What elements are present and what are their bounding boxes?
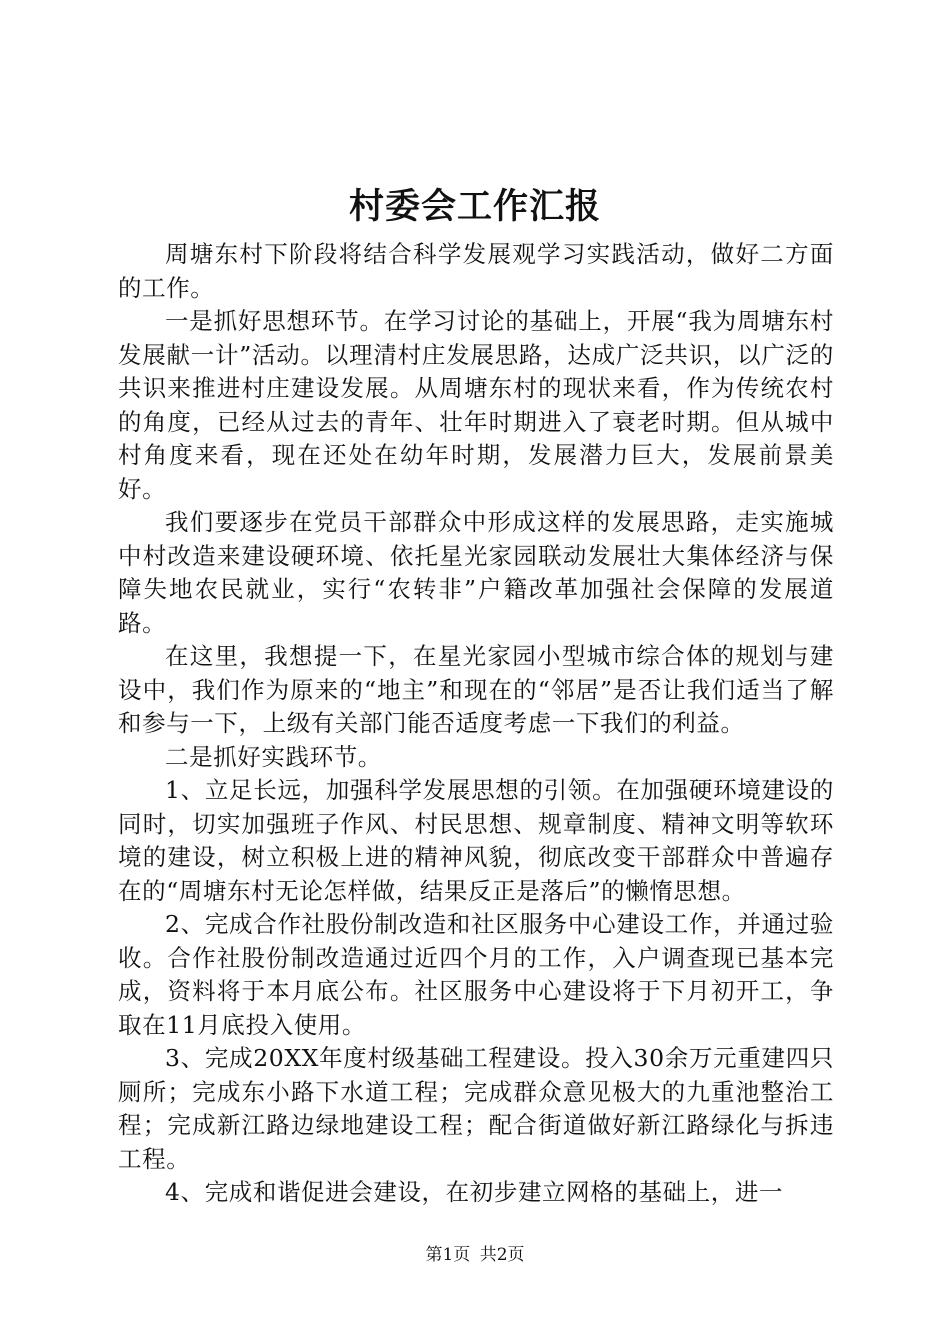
paragraph-item-3: 3、完成20XX年度村级基础工程建设。投入30余万元重建四只厕所；完成东小路下水道工程；完成群众意见极大的九重池整治工程；完成新江路边绿地建设工程；配合街道做好新江路绿化与拆违工程。 [118, 1044, 834, 1173]
page-total: 共2页 [479, 1245, 525, 1265]
paragraph-thought-step: 一是抓好思想环节。在学习讨论的基础上，开展“我为周塘东村发展献一计”活动。以理清村庄发展思路，达成广泛共识，以广泛的共识来推进村庄建设发展。从周塘东村的现状来看，作为传统农村的角度，已经从过去的青年、壮年时期进入了衰老时期。但从城中村角度来看，现在还处在幼年时期，发展潜力巨大，发展前景美好。 [118, 307, 834, 503]
document-title: 村委会工作汇报 [348, 186, 601, 227]
paragraph-item-4: 4、完成和谐促进会建设，在初步建立网格的基础上，进一 [165, 1178, 784, 1206]
paragraph-item-2: 2、完成合作社股份制改造和社区服务中心建设工作，并通过验收。合作社股份制改造通过近四个月的工作，入户调查现已基本完成，资料将于本月底公布。社区服务中心建设将于下月初开工，争取在11月底投入使用。 [118, 910, 834, 1039]
paragraph-development-path: 我们要逐步在党员干部群众中形成这样的发展思路，走实施城中村改造来建设硬环境、依托星光家园联动发展壮大集体经济与保障失地农民就业，实行“农转非”户籍改革加强社会保障的发展道路。 [118, 508, 834, 637]
document-body [118, 238, 834, 1210]
paragraph-intro: 周塘东村下阶段将结合科学发展观学习实践活动，做好二方面的工作。 [118, 240, 834, 302]
paragraph-item-1: 1、立足长远，加强科学发展思想的引领。在加强硬环境建设的同时，切实加强班子作风、村民思想、规章制度、精神文明等软环境的建设，树立积极上进的精神风貌，彻底改变干部群众中普遍存在的“周塘东村无论怎样做，结果反正是落后”的懒惰思想。 [118, 776, 834, 905]
paragraph-practice-step: 二是抓好实践环节。 [165, 742, 382, 771]
page-footer [0, 1243, 950, 1267]
page-number: 第1页 [425, 1245, 471, 1265]
paragraph-xingguang: 在这里，我想提一下，在星光家园小型城市综合体的规划与建设中，我们作为原来的“地主”和现在的“邻居”是否让我们适当了解和参与一下，上级有关部门能否适度考虑一下我们的利益。 [118, 642, 834, 737]
